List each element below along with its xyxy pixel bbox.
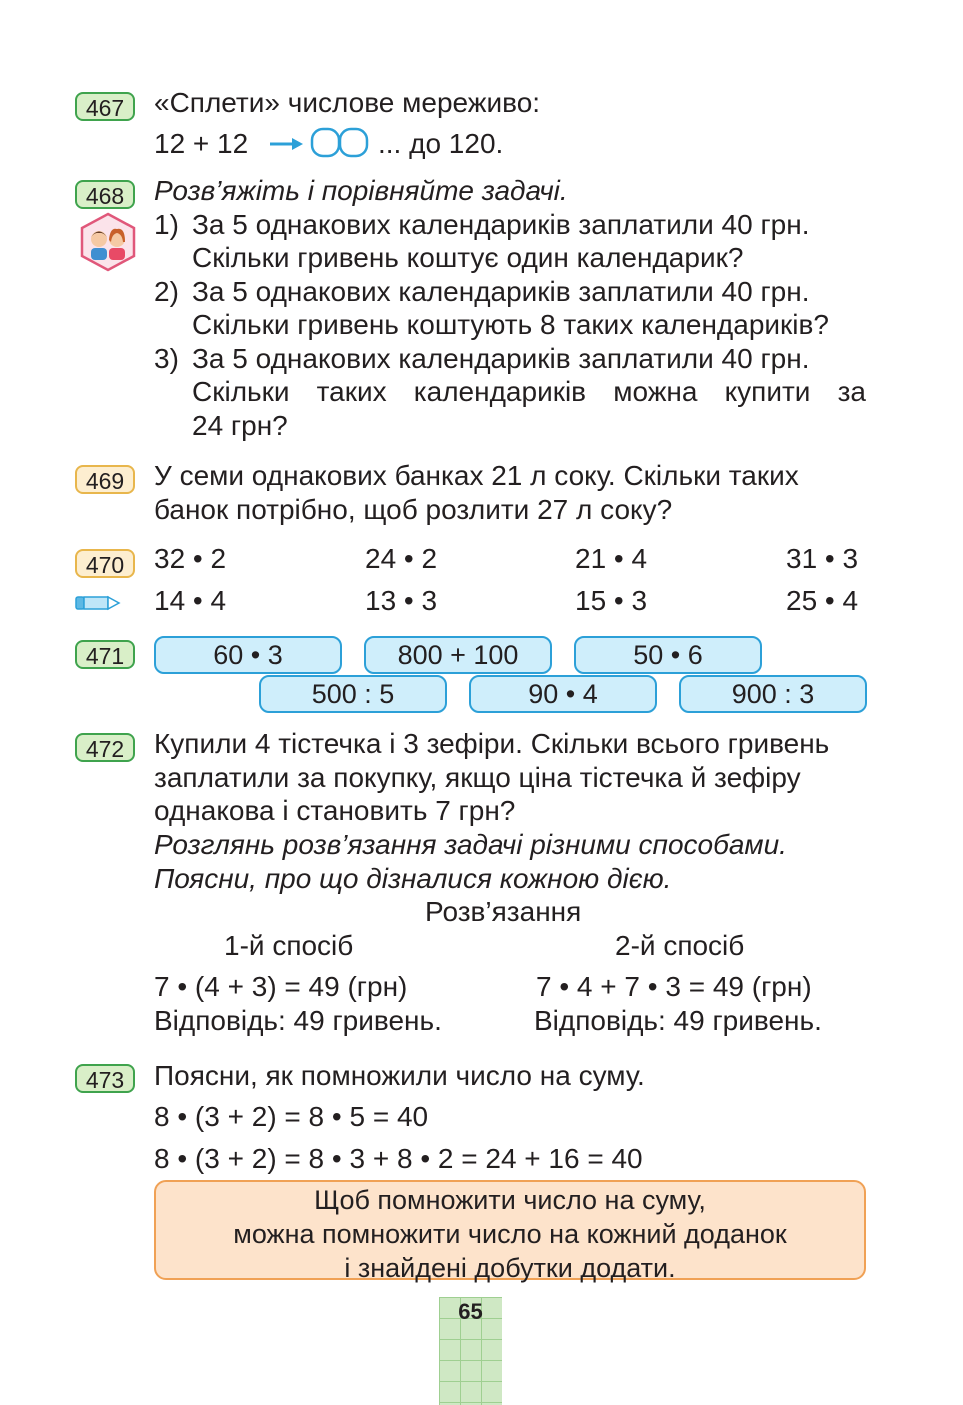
task-468-item-2-line-2: Скільки гривень коштують 8 таких календариків? bbox=[192, 309, 829, 340]
task-469-line-1: У семи однакових банках 21 л соку. Скільки таких bbox=[154, 460, 799, 491]
task-number-469: 469 bbox=[75, 465, 135, 494]
way-1-equation: 7 • (4 + 3) = 49 (грн) bbox=[154, 971, 408, 1002]
expression-card-4: 500 : 5 bbox=[259, 675, 447, 713]
task-472-instruction-1: Розглянь розв’язання задачі різними способами. bbox=[154, 829, 787, 860]
task-467-expression: 12 + 12 bbox=[154, 128, 249, 159]
task-468-item-2-number: 2) bbox=[154, 276, 179, 307]
rule-box bbox=[154, 1180, 866, 1283]
way-2-equation: 7 • 4 + 7 • 3 = 49 (грн) bbox=[536, 971, 812, 1002]
task-468-item-1-number: 1) bbox=[154, 209, 179, 240]
task-472-line-1: Купили 4 тістечка і 3 зефіри. Скільки всього гривень bbox=[154, 728, 830, 759]
task-470-r2-c2: 13 • 3 bbox=[365, 585, 438, 616]
task-467-text: «Сплети» числове мереживо: bbox=[154, 87, 541, 118]
expression-card-2: 800 + 100 bbox=[364, 636, 552, 674]
task-number-473: 473 bbox=[75, 1064, 135, 1093]
arrow-right-icon bbox=[270, 136, 304, 152]
way-1-answer: Відповідь: 49 гривень. bbox=[154, 1005, 442, 1036]
empty-boxes-icon bbox=[310, 127, 370, 159]
task-468-item-3-line-2: Скільки таких календариків можна купити за bbox=[192, 376, 866, 407]
way-1-heading: 1-й спосіб bbox=[224, 930, 354, 961]
task-number-467: 467 bbox=[75, 92, 135, 121]
task-468-item-1-line-1: За 5 однакових календариків заплатили 40 грн. bbox=[192, 209, 810, 240]
task-472-line-3: однакова і становить 7 грн? bbox=[154, 795, 516, 826]
task-number-470: 470 bbox=[75, 549, 135, 578]
expression-card-5: 90 • 4 bbox=[469, 675, 657, 713]
expression-card-3: 50 • 6 bbox=[574, 636, 762, 674]
task-468-title: Розв’яжіть і порівняйте задачі. bbox=[154, 175, 568, 206]
task-470-r2-c3: 15 • 3 bbox=[575, 585, 648, 616]
task-469-line-2: банок потрібно, щоб розлити 27 л соку? bbox=[154, 494, 673, 525]
task-473-equation-1: 8 • (3 + 2) = 8 • 5 = 40 bbox=[154, 1101, 429, 1132]
task-473-line-1: Поясни, як помножили число на суму. bbox=[154, 1060, 645, 1091]
task-468-item-1-line-2: Скільки гривень коштує один календарик? bbox=[192, 242, 744, 273]
task-470-r1-c3: 21 • 4 bbox=[575, 543, 648, 574]
task-number-471: 471 bbox=[75, 640, 135, 669]
task-472-line-2: заплатили за покупку, якщо ціна тістечка й зефіру bbox=[154, 762, 801, 793]
task-468-item-3-line-3: 24 грн? bbox=[192, 410, 288, 441]
task-number-468: 468 bbox=[75, 180, 135, 209]
pencil-icon bbox=[75, 592, 121, 614]
task-470-r1-c2: 24 • 2 bbox=[365, 543, 438, 574]
task-473-equation-2: 8 • (3 + 2) = 8 • 3 + 8 • 2 = 24 + 16 = 40 bbox=[154, 1143, 643, 1174]
page-number-tab bbox=[439, 1297, 502, 1405]
solution-heading: Розв’язання bbox=[425, 896, 582, 927]
rule-line-3: і знайдені добутки додати. bbox=[344, 1253, 676, 1283]
task-number-472: 472 bbox=[75, 733, 135, 762]
task-470-r1-c1: 32 • 2 bbox=[154, 543, 227, 574]
expression-card-1: 60 • 3 bbox=[154, 636, 342, 674]
rule-line-1: Щоб помножити число на суму, bbox=[314, 1185, 706, 1215]
pair-work-icon bbox=[80, 212, 136, 272]
task-470-r1-c4: 31 • 3 bbox=[786, 543, 859, 574]
task-468-item-2-line-1: За 5 однакових календариків заплатили 40 грн. bbox=[192, 276, 810, 307]
rule-line-2: можна помножити число на кожний доданок bbox=[233, 1219, 787, 1249]
task-467-tail: ... до 120. bbox=[378, 128, 504, 159]
task-468-item-3-number: 3) bbox=[154, 343, 179, 374]
task-470-r2-c1: 14 • 4 bbox=[154, 585, 227, 616]
task-468-item-3-line-1: За 5 однакових календариків заплатили 40 грн. bbox=[192, 343, 810, 374]
task-470-r2-c4: 25 • 4 bbox=[786, 585, 859, 616]
task-472-instruction-2: Поясни, про що дізналися кожною дією. bbox=[154, 863, 672, 894]
page-number: 65 bbox=[458, 1299, 483, 1324]
way-2-answer: Відповідь: 49 гривень. bbox=[534, 1005, 822, 1036]
way-2-heading: 2-й спосіб bbox=[615, 930, 745, 961]
expression-card-6: 900 : 3 bbox=[679, 675, 867, 713]
